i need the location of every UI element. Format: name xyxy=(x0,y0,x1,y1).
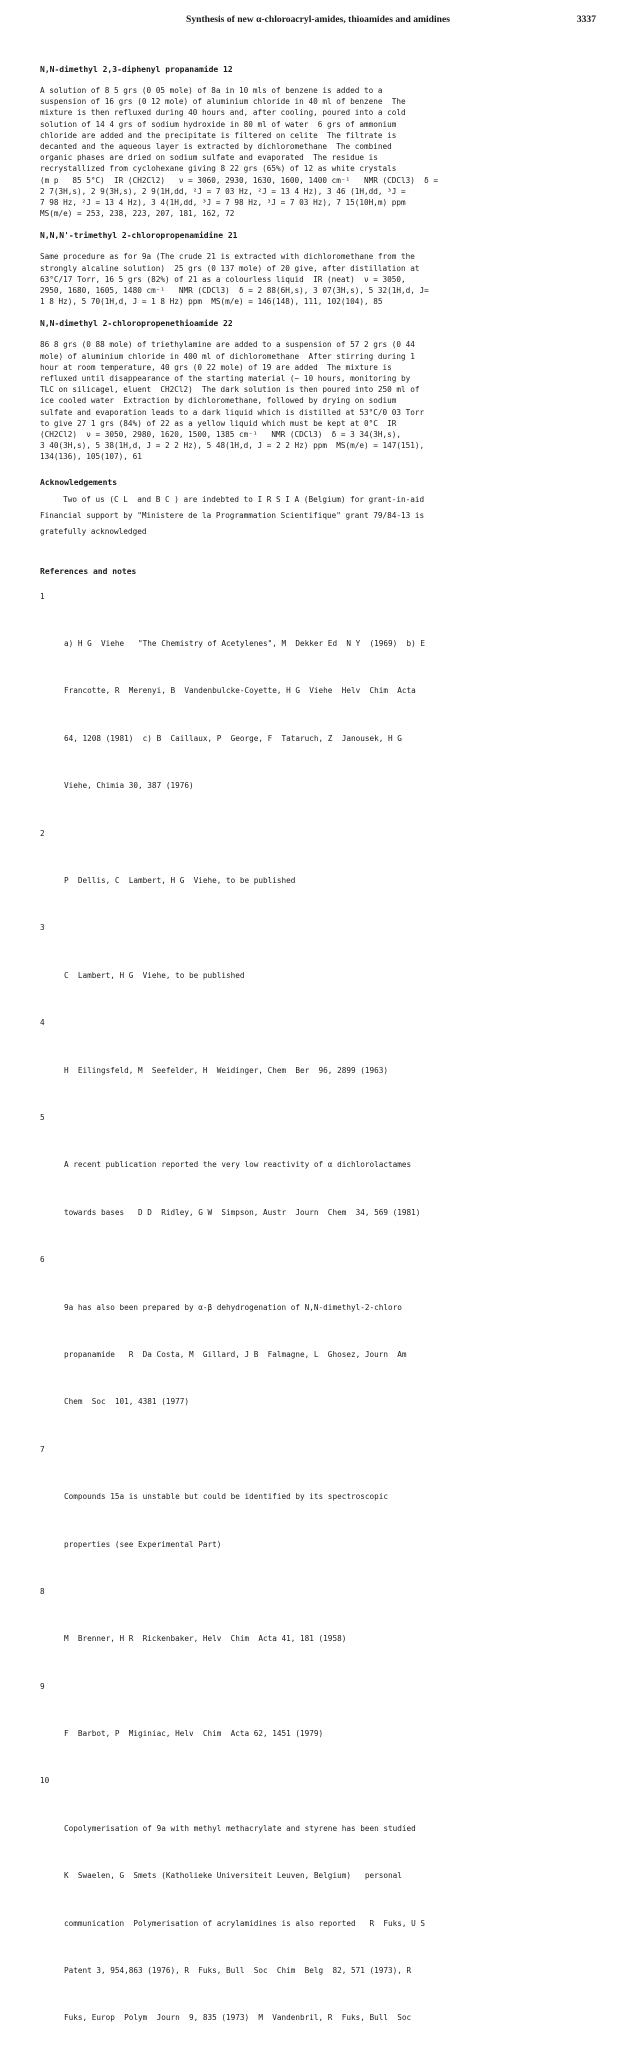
reference-line: P Dellis, C Lambert, H G Viehe, to be published xyxy=(64,876,296,886)
reference-item xyxy=(40,589,596,826)
paragraph-line: recrystallized from cyclohexane giving 8 22 grs (65%) of 12 as white crystals xyxy=(40,164,397,174)
paragraph-line: TLC on silicagel, eluent CH2Cl2) The dark solution is then poured into 250 ml of xyxy=(40,385,420,395)
section-heading: N,N,N'-trimethyl 2-chloropropenamidine 21 xyxy=(40,231,238,241)
reference-item xyxy=(40,1015,596,1110)
paragraph-line: ice cooled water Extraction by dichloromethane, followed by drying on sodium xyxy=(40,396,397,406)
section-heading: N,N-dimethyl 2-chloropropenethioamide 22 xyxy=(40,319,233,329)
reference-item xyxy=(40,1584,596,1679)
reference-number: 5 xyxy=(40,1112,45,1122)
paragraph-line: suspension of 16 grs (0 12 mole) of aluminium chloride in 40 ml of benzene The xyxy=(40,97,406,107)
section-heading: Acknowledgements xyxy=(40,477,118,487)
reference-item xyxy=(40,1442,596,1584)
paragraph-line: 7 98 Hz, ²J = 13 4 Hz), 3 4(1H,dd, ³J = 7 98 Hz, ³J = 7 03 Hz), 7 15(10H,m) ppm xyxy=(40,198,406,208)
paragraph-line: mixture is then refluxed during 40 hours and, after cooling, poured into a cold xyxy=(40,108,406,118)
reference-number: 9 xyxy=(40,1681,45,1691)
reference-line: Chem Soc 101, 4381 (1977) xyxy=(64,1397,189,1407)
reference-line: H Eilingsfeld, M Seefelder, H Weidinger, Chem Ber 96, 2899 (1963) xyxy=(64,1065,388,1075)
paragraph-line: sulfate and evaporation leads to a dark liquid which is distilled at 53°C/0 03 Torr xyxy=(40,407,425,417)
reference-number: 6 xyxy=(40,1255,45,1265)
reference-item xyxy=(40,826,596,921)
running-title: Synthesis of new α-chloroacryl-amides, thioamides and amidines xyxy=(186,14,450,25)
reference-item xyxy=(40,1252,596,1442)
reference-number: 4 xyxy=(40,1018,45,1028)
paragraph-line: solution of 14 4 grs of sodium hydroxide in 80 ml of water 6 grs of ammonium xyxy=(40,119,397,129)
paragraph-line: hour at room temperature, 40 grs (0 22 mole) of 19 are added The mixture is xyxy=(40,362,392,372)
section-acknowledgements xyxy=(40,477,596,540)
paragraph-line: refluxed until disappearance of the starting material (~ 10 hours, monitoring by xyxy=(40,374,411,384)
reference-line: F Barbot, P Miginiac, Helv Chim Acta 62, 1451 (1979) xyxy=(64,1729,324,1739)
paragraph-line: 63°C/17 Torr, 16 5 grs (82%) of 21 as a colourless liquid IR (neat) ν = 3050, xyxy=(40,274,406,284)
section-compound-12 xyxy=(40,64,596,219)
reference-line: C Lambert, H G Viehe, to be published xyxy=(64,970,245,980)
reference-line: Copolymerisation of 9a with methyl methacrylate and styrene has been studied xyxy=(64,1823,416,1833)
reference-line: Francotte, R Merenyi, B Vandenbulcke-Coyette, H G Viehe Helv Chim Acta xyxy=(64,686,416,696)
reference-line: properties (see Experimental Part) xyxy=(64,1539,222,1549)
reference-line: communication Polymerisation of acrylamidines is also reported R Fuks, U S xyxy=(64,1918,426,1928)
section-heading: N,N-dimethyl 2,3-diphenyl propanamide 12 xyxy=(40,65,233,74)
reference-number: 8 xyxy=(40,1586,45,1596)
paragraph-line: 2950, 1680, 1605, 1480 cm⁻¹ NMR (CDCl3) δ = 2 88(6H,s), 3 07(3H,s), 5 32(1H,d, J= xyxy=(40,286,429,296)
reference-item xyxy=(40,1679,596,1774)
paragraph-line: organic phases are dried on sodium sulfate and evaporated The residue is xyxy=(40,153,378,163)
reference-item xyxy=(40,1773,596,2057)
paragraph-line: MS(m/e) = 253, 238, 223, 207, 181, 162, 72 xyxy=(40,209,235,219)
article-body xyxy=(40,64,596,2058)
reference-line: propanamide R Da Costa, M Gillard, J B Falmagne, L Ghosez, Journ Am xyxy=(64,1349,407,1359)
reference-line: Compounds 15a is unstable but could be identified by its spectroscopic xyxy=(64,1492,388,1502)
references-heading: References and notes xyxy=(40,566,137,576)
reference-line: Fuks, Europ Polym Journ 9, 835 (1973) M Vandenbril, R Fuks, Bull Soc xyxy=(64,2013,412,2023)
paragraph-line: Financial support by "Ministere de la Programmation Scientifique" grant 79/84-13 is xyxy=(40,510,425,520)
references-section xyxy=(40,566,596,2058)
reference-number: 1 xyxy=(40,591,45,601)
paragraph-line: gratefully acknowledged xyxy=(40,526,147,536)
paragraph-line: 1 8 Hz), 5 70(1H,d, J = 1 8 Hz) ppm MS(m/e) = 146(148), 111, 102(104), 85 xyxy=(40,297,383,307)
reference-line: Patent 3, 954,863 (1976), R Fuks, Bull Soc Chim Belg 82, 571 (1973), R xyxy=(64,1966,412,1976)
reference-line: K Swaelen, G Smets (Katholieke Universiteit Leuven, Belgium) personal xyxy=(64,1871,402,1881)
paragraph-line: decanted and the aqueous layer is extracted by dichloromethane The combined xyxy=(40,142,392,152)
reference-number: 10 xyxy=(40,1776,50,1786)
reference-line: A recent publication reported the very low reactivity of α dichlorolactames xyxy=(64,1160,412,1170)
paragraph-line: chloride are added and the precipitate is filtered on celite The filtrate is xyxy=(40,130,397,140)
paragraph-line: mole) of aluminium chloride in 400 ml of dichloromethane After stirring during 1 xyxy=(40,351,415,361)
paragraph-line: (m p 85 5°C) IR (CH2Cl2) ν = 3060, 2930, 1630, 1600, 1400 cm⁻¹ NMR (CDCl3) δ = xyxy=(40,175,439,185)
reference-number: 7 xyxy=(40,1444,45,1454)
paragraph-line: 3 40(3H,s), 5 38(1H,d, J = 2 2 Hz), 5 48(1H,d, J = 2 2 Hz) ppm MS(m/e) = 147(151), xyxy=(40,441,425,451)
paragraph-line: A solution of 8 5 grs (0 05 mole) of 8a in 10 mls of benzene is added to a xyxy=(40,86,383,95)
paragraph-line: 86 8 grs (0 88 mole) of triethylamine are added to a suspension of 57 2 grs (0 44 xyxy=(40,340,415,350)
paragraph-line: 134(136), 105(107), 61 xyxy=(40,452,142,462)
section-compound-22 xyxy=(40,318,596,462)
reference-number: 3 xyxy=(40,923,45,933)
reference-line: 64, 1208 (1981) c) B Caillaux, P George, F Tataruch, Z Janousek, H G xyxy=(64,733,402,743)
paragraph-line: Two of us (C L and B C ) are indebted to I R S I A (Belgium) for grant-in-aid xyxy=(40,494,425,504)
paragraph-line: 2 7(3H,s), 2 9(3H,s), 2 9(1H,dd, ²J = 7 03 Hz, ²J = 13 4 Hz), 3 46 (1H,dd, ³J = xyxy=(40,186,406,196)
paragraph-line: Same procedure as for 9a (The crude 21 is extracted with dichloromethane from the xyxy=(40,252,415,262)
reference-line: M Brenner, H R Rickenbaker, Helv Chim Acta 41, 181 (1958) xyxy=(64,1634,347,1644)
page-number: 3337 xyxy=(576,14,596,25)
reference-line: towards bases D D Ridley, G W Simpson, Austr Journ Chem 34, 569 (1981) xyxy=(64,1207,421,1217)
reference-number: 2 xyxy=(40,828,45,838)
paragraph-line: strongly alcaline solution) 25 grs (0 137 mole) of 20 give, after distillation at xyxy=(40,263,420,273)
reference-item xyxy=(40,1110,596,1252)
running-header xyxy=(40,14,596,28)
paragraph-line: (CH2Cl2) ν = 3050, 2980, 1620, 1500, 1385 cm⁻¹ NMR (CDCl3) δ = 3 34(3H,s), xyxy=(40,430,402,440)
section-compound-21 xyxy=(40,230,596,307)
reference-line: 9a has also been prepared by α-β dehydrogenation of N,N-dimethyl-2-chloro xyxy=(64,1302,402,1312)
paragraph-line: to give 27 1 grs (84%) of 22 as a yellow liquid which must be kept at 0°C IR xyxy=(40,418,397,428)
reference-item xyxy=(40,920,596,1015)
reference-line: Viehe, Chimia 30, 387 (1976) xyxy=(64,781,194,791)
reference-line: a) H G Viehe "The Chemistry of Acetylenes", M Dekker Ed N Y (1969) b) E xyxy=(64,639,426,649)
